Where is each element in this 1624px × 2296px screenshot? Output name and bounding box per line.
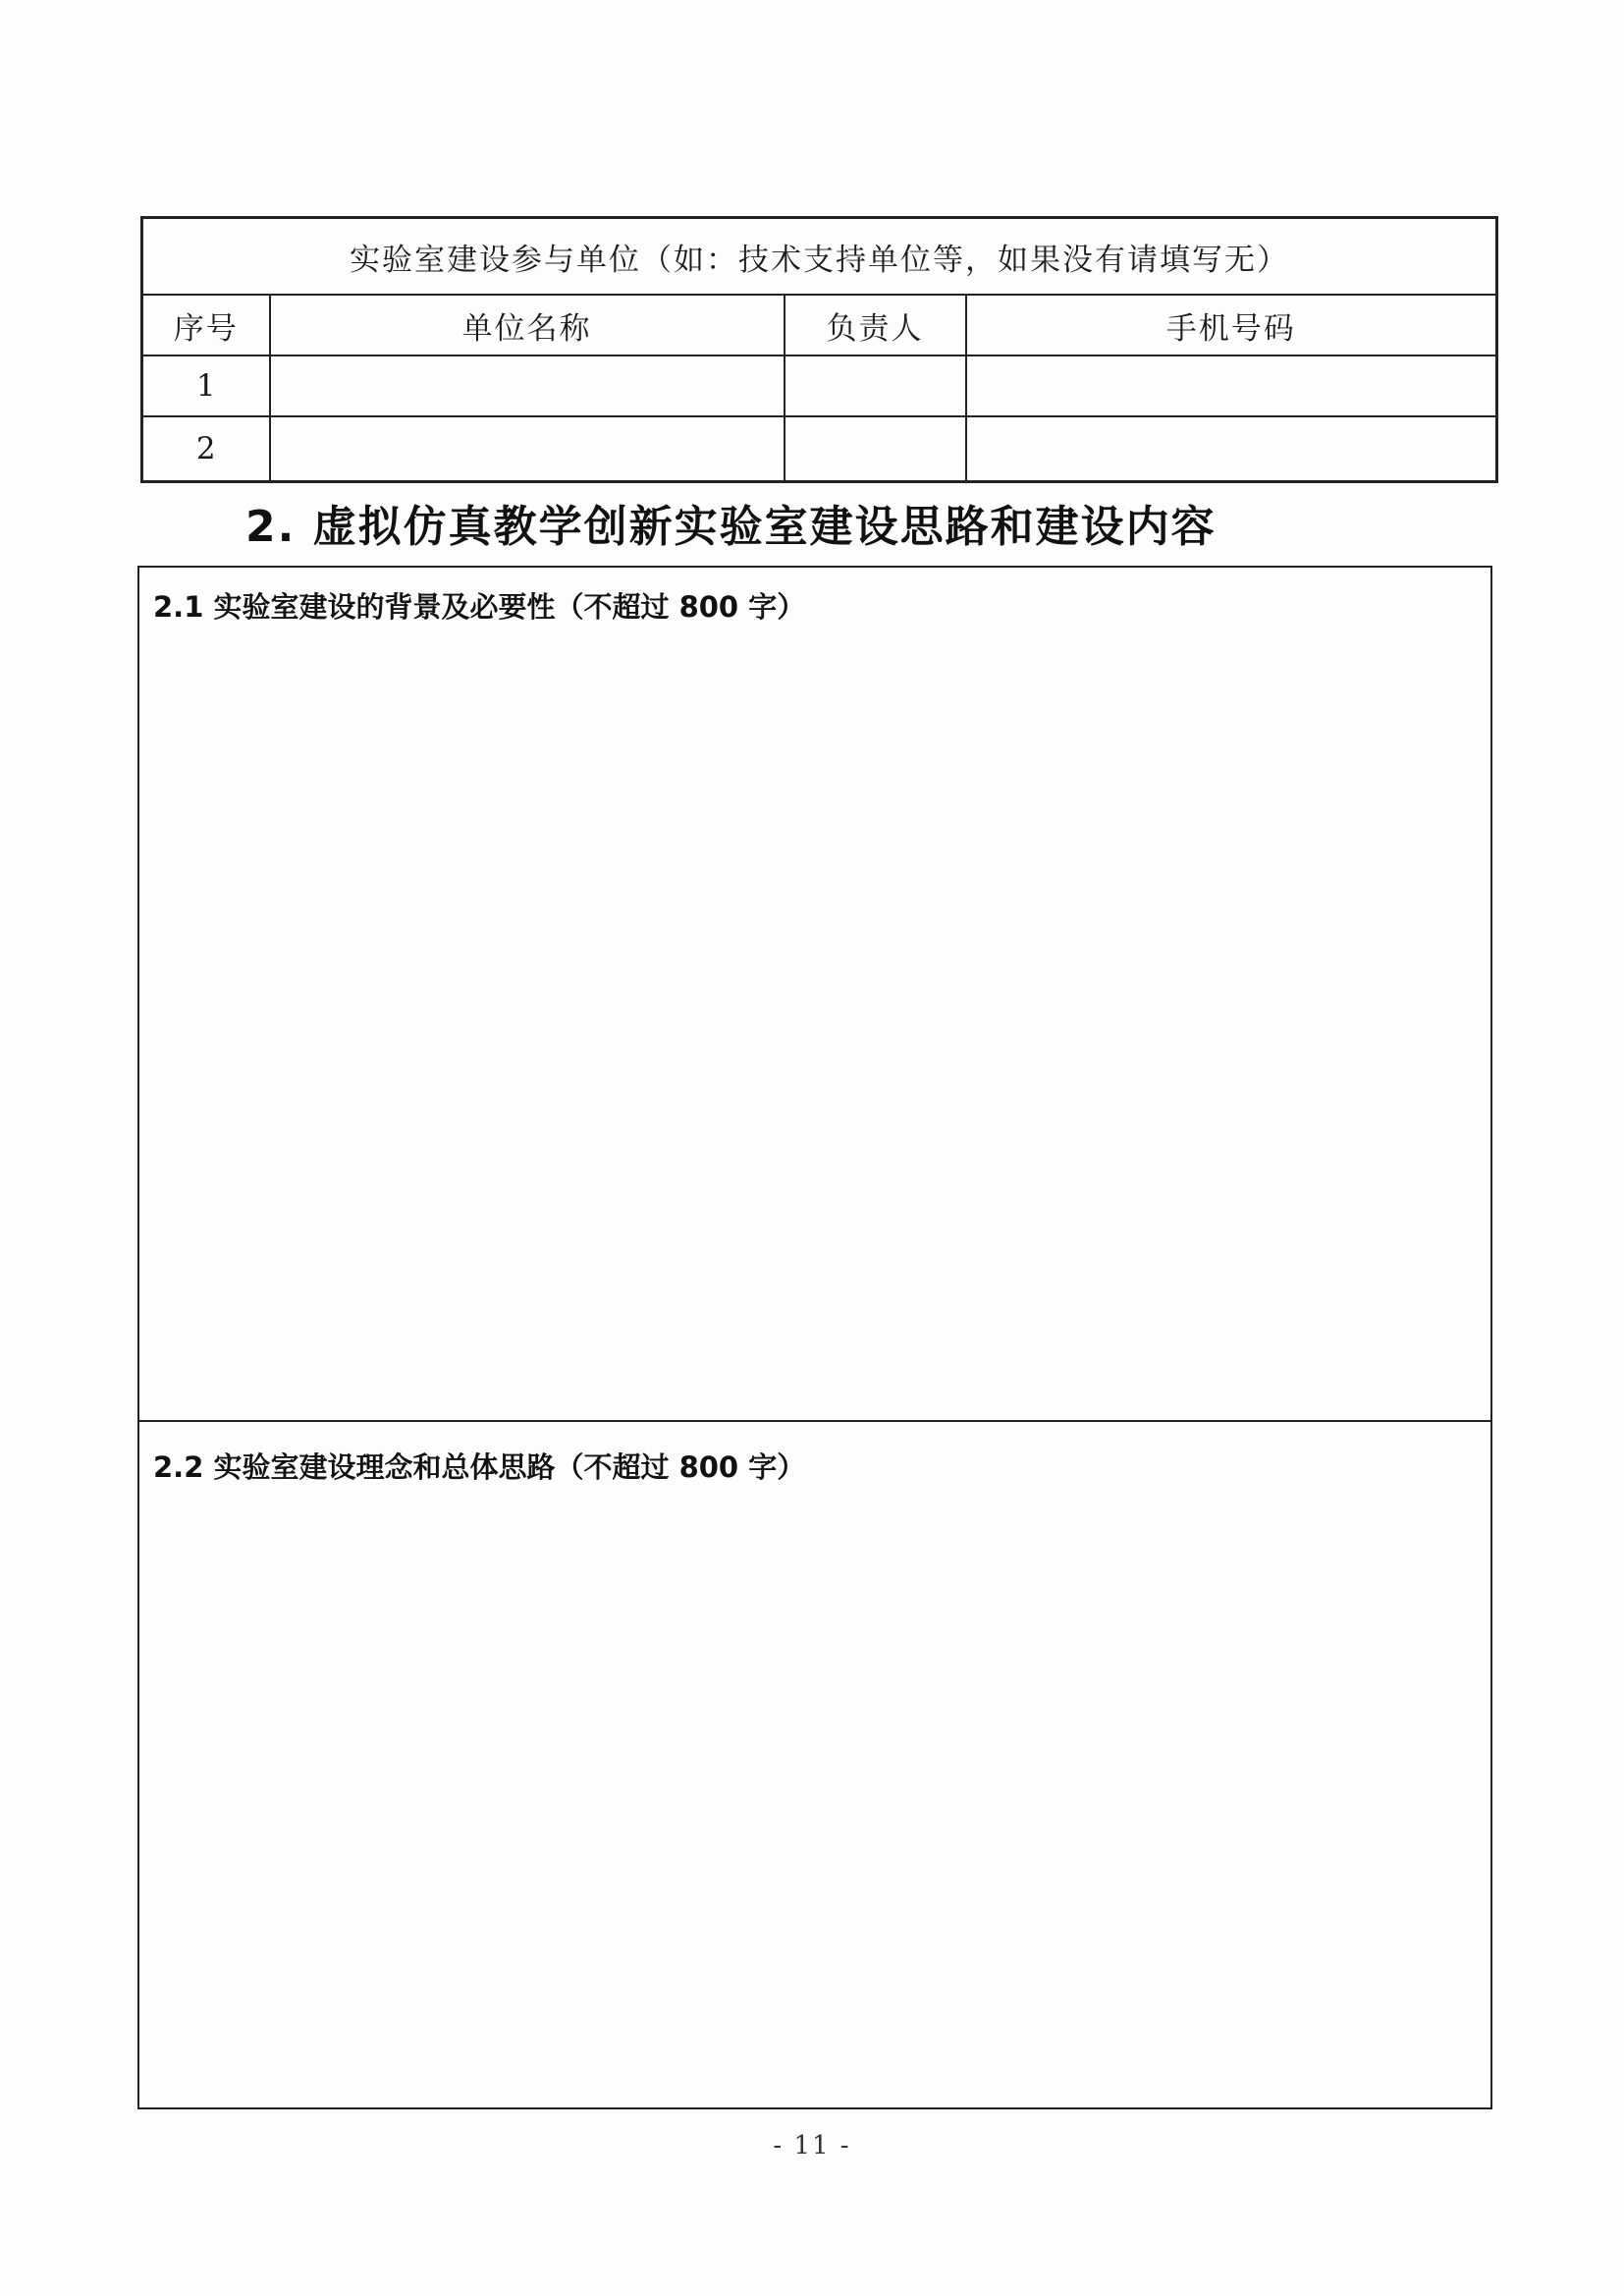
concept-approach-title: 2.2 实验室建设理念和总体思路（不超过 800 字） — [153, 1450, 806, 1484]
table-row — [142, 416, 1497, 482]
units-table-caption: 实验室建设参与单位（如：技术支持单位等，如果没有请填写无） — [142, 218, 1497, 296]
header-lead: 负责人 — [785, 295, 966, 355]
background-necessity-box — [139, 568, 1490, 1422]
header-phone: 手机号码 — [966, 295, 1497, 355]
lead-cell[interactable] — [785, 416, 966, 482]
table-row — [142, 355, 1497, 416]
concept-approach-input[interactable] — [153, 1501, 1477, 2094]
background-necessity-input[interactable] — [153, 646, 1477, 1406]
unit-name-cell[interactable] — [270, 416, 785, 482]
background-necessity-title: 2.1 实验室建设的背景及必要性（不超过 800 字） — [153, 590, 806, 624]
participating-units-table — [140, 216, 1498, 483]
units-table-header-row — [142, 295, 1497, 355]
header-unit-name: 单位名称 — [270, 295, 785, 355]
concept-approach-box — [139, 1422, 1490, 2107]
section-heading: 2. 虚拟仿真教学创新实验室建设思路和建设内容 — [245, 502, 1217, 552]
page-number: - 11 - — [773, 2131, 851, 2160]
row-index: 1 — [142, 355, 270, 416]
row-index: 2 — [142, 416, 270, 482]
header-index: 序号 — [142, 295, 270, 355]
content-frame — [137, 566, 1492, 2109]
phone-cell[interactable] — [966, 355, 1497, 416]
unit-name-cell[interactable] — [270, 355, 785, 416]
phone-cell[interactable] — [966, 416, 1497, 482]
lead-cell[interactable] — [785, 355, 966, 416]
